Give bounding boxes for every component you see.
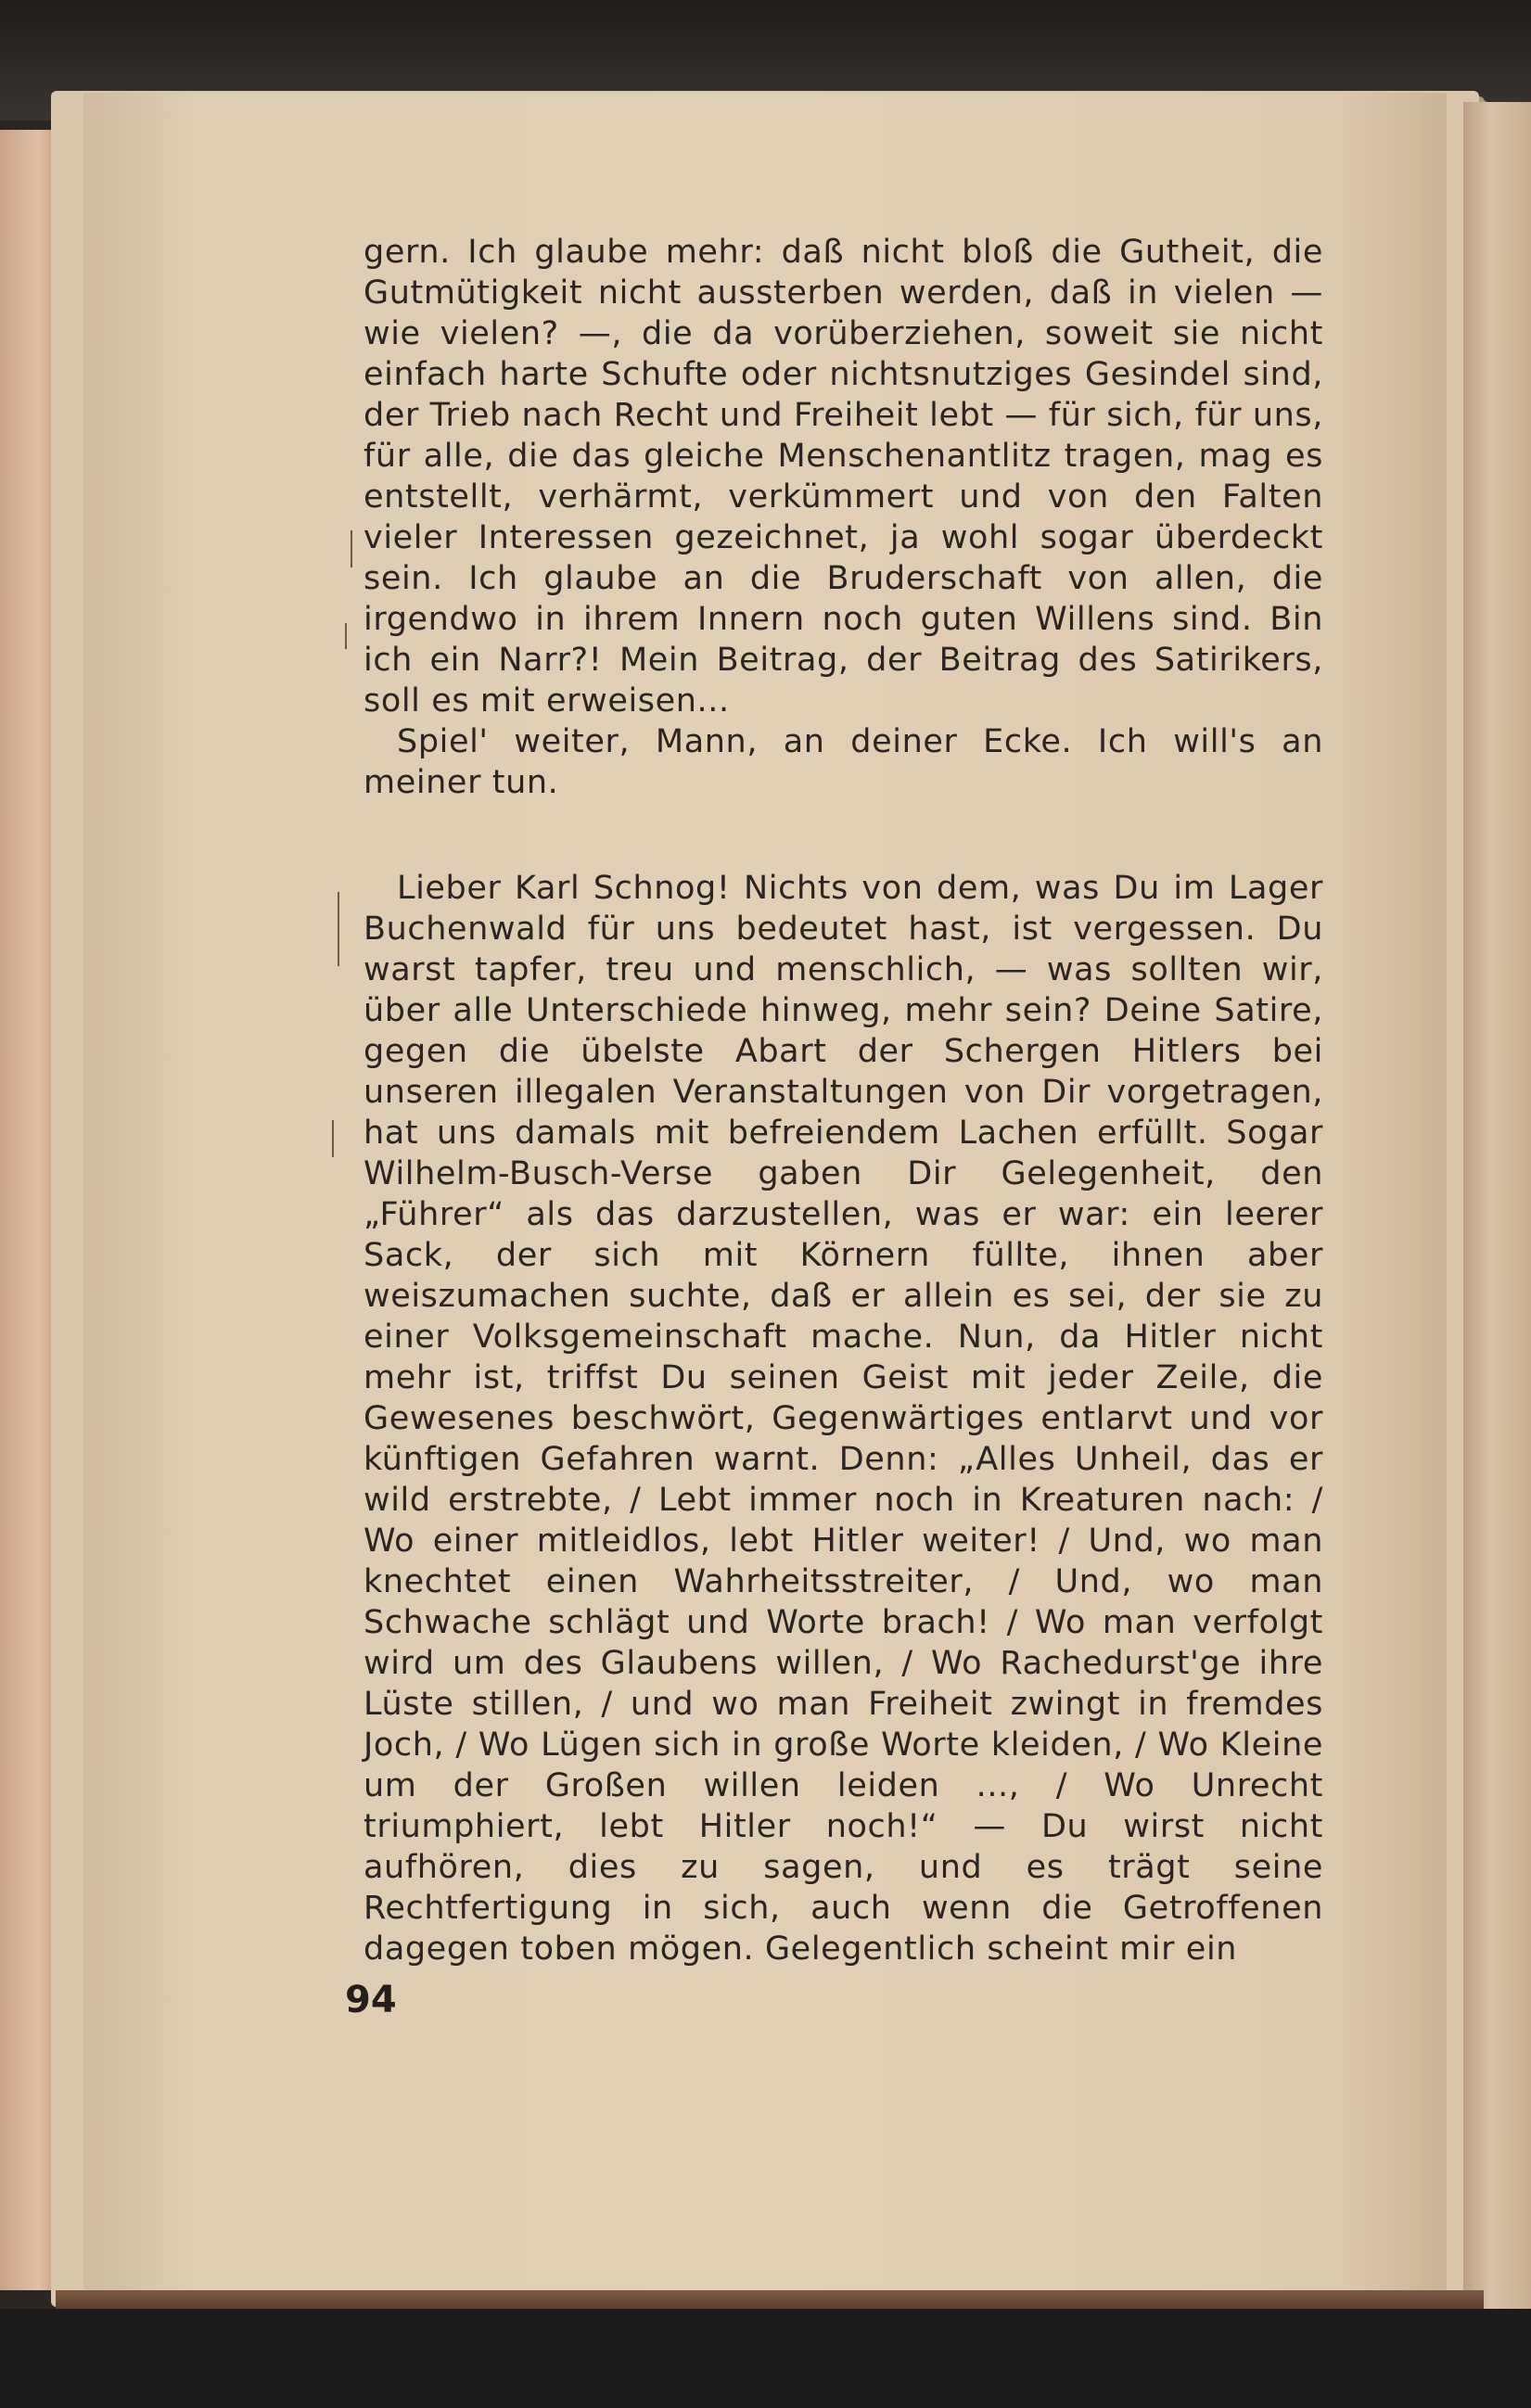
paragraph-continued: gern. Ich glaube mehr: daß nicht bloß die Gutheit, die Gutmütigkeit nicht aussterben werden, daß in vielen — wie vielen? —, die da vorüberziehen, soweit sie nicht einfach harte Schufte oder nichtsnutziges Gesindel sind, der Trieb nach Recht und Freiheit lebt — für sich, für uns, für alle, die das gleiche Menschenantlitz tragen, mag es entstellt, verhärmt, verkümmert und von den Falten vieler Interessen gezeichnet, ja wohl sogar überdeckt sein. Ich glaube an die Bruderschaft von allen, die irgendwo in ihrem Innern noch guten Willens sind. Bin ich ein Narr?! Mein Beitrag, der Beitrag des Satirikers, soll es mit erweisen... — [364, 234, 1323, 720]
paragraph-closing: Spiel' weiter, Mann, an deiner Ecke. Ich will's an meiner tun. — [364, 723, 1323, 801]
margin-pencil-mark — [338, 892, 339, 966]
margin-pencil-mark — [345, 623, 347, 649]
book-cover-right-edge — [1463, 102, 1531, 2309]
paragraph-letter: Lieber Karl Schnog! Nichts von dem, was Du im Lager Buchenwald für uns bedeutet hast, ist vergessen. Du warst tapfer, treu und menschlich, — was sollten wir, über alle Unterschiede hinweg, mehr sein? Deine Satire, gegen die übelste Abart der Schergen Hitlers bei unseren illegalen Veranstaltungen von Dir vorgetragen, hat uns damals mit befreiendem Lachen erfüllt. Sogar Wilhelm-Busch-Verse gaben Dir Gelegenheit, den „Führer“ als das darzustellen, was er war: ein leerer Sack, der sich mit Körnern füllte, ihnen aber weiszumachen suchte, daß er allein es sei, der sie zu einer Volksgemeinschaft mache. Nun, da Hitler nicht mehr ist, triffst Du seinen Geist mit jeder Zeile, die Gewesenes beschwört, Gegenwärtiges entlarvt und vor künftigen Gefahren warnt. Denn: „Alles Unheil, das er wild erstrebte, / Lebt immer noch in Kreaturen nach: / Wo einer mitleidlos, lebt Hitler weiter! / Und, wo man knechtet einen Wahrheitsstreiter, / Und, wo man Schwache schlägt und Worte brach! / Wo man verfolgt wird um des Glaubens willen, / Wo Rachedurst'ge ihre Lüste stillen, / und wo man Freiheit zwingt in fremdes Joch, / Wo Lügen sich in große Worte kleiden, / Wo Kleine um der Großen willen leiden ..., / Wo Unrecht triumphiert, lebt Hitler noch!“ — Du wirst nicht aufhören, dies zu sagen, und es trägt seine Rechtfertigung in sich, auch wenn die Getroffenen dagegen toben mögen. Gelegentlich scheint mir ein — [364, 870, 1323, 1968]
page-number: 94 — [345, 1979, 397, 2021]
margin-pencil-mark — [351, 530, 352, 567]
margin-pencil-mark — [332, 1120, 334, 1157]
section-gap — [364, 803, 1323, 868]
page-text — [364, 232, 1323, 1969]
book-cover-bottom-edge — [0, 2309, 1531, 2408]
